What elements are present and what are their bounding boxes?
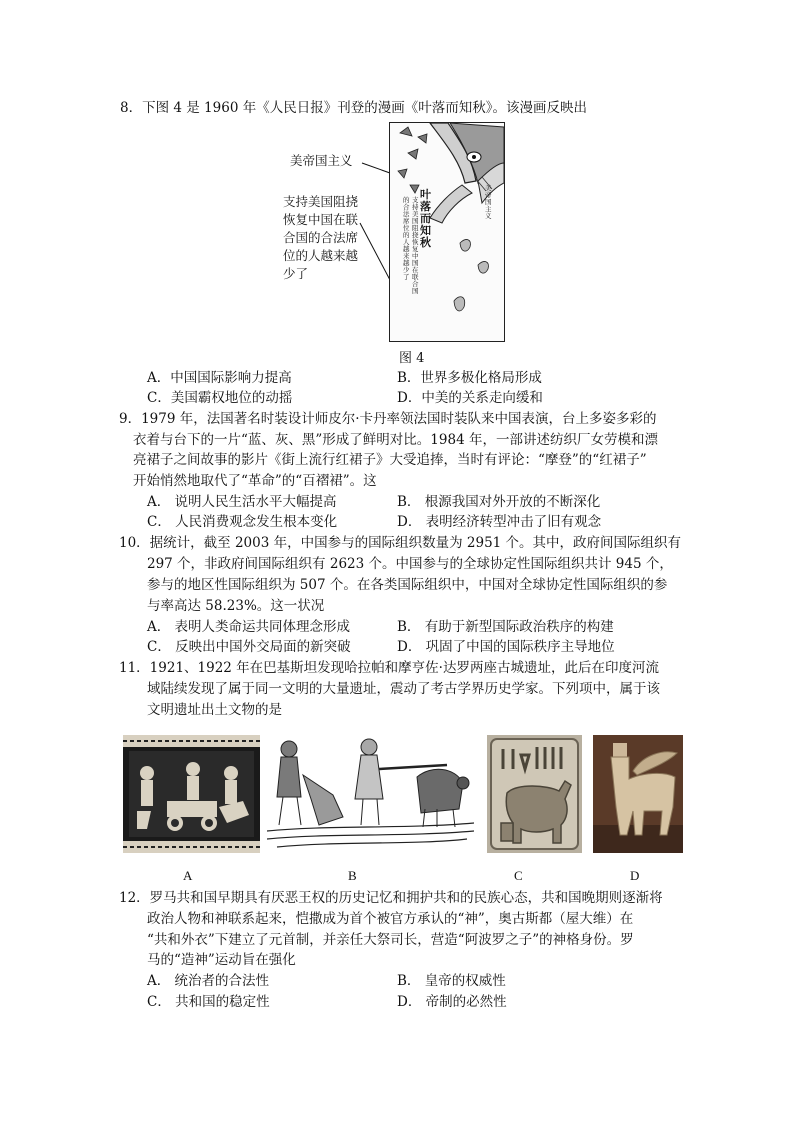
q9-option-b[interactable]: B． 根源我国对外开放的不断深化 [397,494,601,510]
q9-option-d[interactable]: D． 表明经济转型冲击了旧有观念 [397,514,602,530]
q10-option-d[interactable]: D． 巩固了中国的国际秩序主导地位 [397,639,615,655]
cartoon-side-script-line: 的合法席位的人越来越少了 [403,196,410,281]
artifact-image-d[interactable] [593,735,683,853]
q9-option-a[interactable]: A． 说明人民生活水平大幅提高 [147,494,337,510]
q8-option-d[interactable]: D．中美的关系走向缓和 [397,390,543,406]
q12-option-d[interactable]: D． 帝制的必然性 [397,994,507,1010]
q9-option-c[interactable]: C． 人民消费观念发生根本变化 [147,514,338,530]
artifact-label-c: C [514,868,523,883]
cartoon-label-line: 支持美国阻挠 [283,194,359,209]
artifact-label-d: D [630,868,640,883]
cartoon-label-line: 恢复中国在联 [283,212,359,227]
artifact-label-b: B [348,868,357,883]
q12-line: “共和外衣”下建立了元首制，并亲任大祭司长，营造“阿波罗之子”的神格身份。罗 [147,932,634,948]
q8-option-b[interactable]: B．世界多极化格局形成 [397,370,542,386]
cartoon-label-line: 合国的合法席 [283,230,359,245]
cartoon-title-script: 叶落而知秋 [420,188,431,249]
figure-caption: 图 4 [399,351,425,366]
q10-line: 与率高达 58.23%。这一状况 [147,598,325,614]
cartoon-label-line: 位的人越来越 [283,248,359,263]
cartoon-label-imperialism: 美帝国主义 [290,153,353,168]
q10-option-a[interactable]: A． 表明人类命运共同体理念形成 [147,619,351,635]
q9-line: 开始悄然地取代了“革命”的“百褶裙”。这 [133,473,377,489]
artifact-c-drawing [487,735,582,853]
q9-line: 亮裙子之间故事的影片《街上流行红裙子》大受追捧，当时有评论：“摩登”的“红裙子” [133,452,647,468]
q8-stem: 8．下图 4 是 1960 年《人民日报》刊登的漫画《叶落而知秋》。该漫画反映出 [120,100,587,116]
artifact-image-c[interactable] [487,735,582,853]
artifact-b-drawing [267,735,474,853]
q12-option-a[interactable]: A． 统治者的合法性 [147,973,270,989]
q9-line: 衣着与台下的一片“蓝、灰、黑”形成了鲜明对比。1984 年，一部讲述纺织厂女劳模和漂 [133,432,658,448]
cartoon-label-line: 少了 [283,266,309,281]
artifact-image-b[interactable] [267,735,474,853]
q10-line: 10．据统计，截至 2003 年，中国参与的国际组织数量为 2951 个。其中，政府间国际组织有 [119,535,682,551]
q10-line: 297 个，非政府间国际组织有 2623 个。中国参与的全球协定性国际组织共计 945 个， [147,556,673,572]
cartoon-image [389,122,505,342]
artifact-label-a: A [183,868,193,883]
q12-line: 马的“造神”运动旨在强化 [147,952,296,968]
artifact-a-drawing [123,735,260,853]
q11-line: 域陆续发现了属于同一文明的大量遗址，震动了考古学界历史学家。下列项中，属于该 [147,681,660,697]
q11-line: 11．1921、1922 年在巴基斯坦发现哈拉帕和摩亨佐·达罗两座古城遗址，此后在印度河流 [119,660,659,676]
q8-option-c[interactable]: C．美国霸权地位的动摇 [147,390,293,406]
q10-option-c[interactable]: C． 反映出中国外交局面的新突破 [147,639,351,655]
q12-option-c[interactable]: C． 共和国的稳定性 [147,994,270,1010]
cartoon-side-script [393,197,419,295]
artifact-image-a[interactable] [123,735,260,853]
q10-line: 参与的地区性国际组织为 507 个。在各类国际组织中，中国对全球协定性国际组织的参 [147,577,668,593]
cartoon-side-script-line: 支持美国阻挠恢复中国在联合国 [412,196,419,295]
q12-line: 12．罗马共和国早期具有厌恶王权的历史记忆和拥护共和的民族心态，共和国晚期则逐渐将 [119,890,663,906]
q11-line: 文明遗址出土文物的是 [147,702,282,718]
artifact-d-drawing [593,735,683,853]
q8-option-a[interactable]: A．中国国际影响力提高 [147,370,292,386]
q12-line: 政治人物和神联系起来，恺撒成为首个被官方承认的“神”，奥古斯都（屋大维）在 [147,911,634,927]
cartoon-tree-text: 美帝国主义 [485,184,492,220]
q9-line: 9．1979 年，法国著名时装设计师皮尔·卡丹率领法国时装队来中国表演，台上多姿多彩的 [119,411,657,427]
q10-option-b[interactable]: B． 有助于新型国际政治秩序的构建 [397,619,614,635]
cartoon-label-supporters [283,193,358,283]
q12-option-b[interactable]: B． 皇帝的权威性 [397,973,506,989]
